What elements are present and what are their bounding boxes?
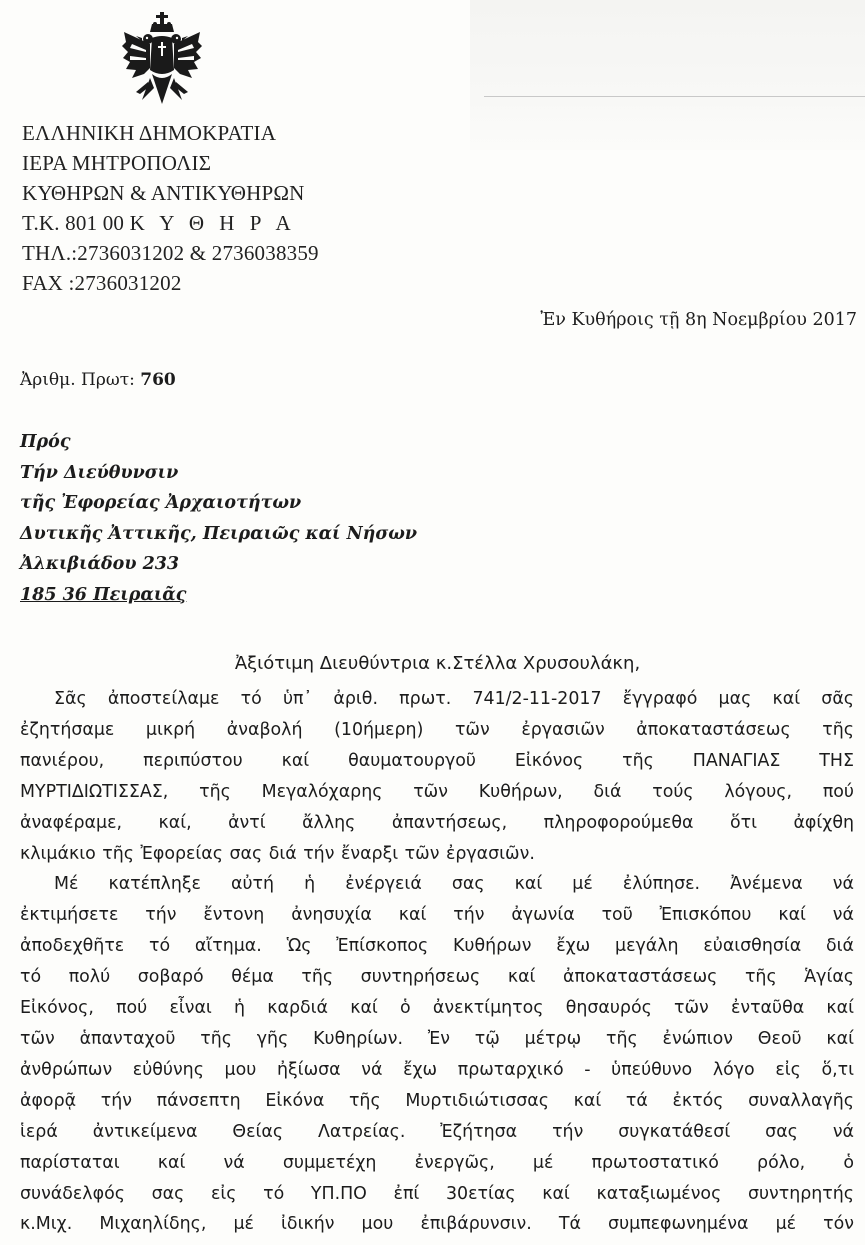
body-line: Μέ κατέπληξε αὐτή ἡ ἐνέργειά σας καί μέ ἐλύπησε. Ἀνέμενα νά xyxy=(54,874,854,895)
recipient-block xyxy=(20,427,417,610)
body-line: κ.Μιχ. Μιχαηλίδης, μέ ἰδικήν μου ἐπιβάρυνσιν. Τά συμπεφωνημένα μέ τόν xyxy=(20,1214,854,1235)
recipient-line-1: Τήν Διεύθυνσιν xyxy=(20,462,179,483)
recipient-to: Πρός xyxy=(20,432,71,452)
letter-date: Ἐν Κυθήροις τῇ 8η Νοεμβρίου 2017 xyxy=(540,310,857,330)
body-line: ἀναφέραμε, καί, ἀντί ἄλλης ἀπαντήσεως, πληροφορούμεθα ὅτι ἀφίχθη xyxy=(20,812,854,833)
recipient-line-4: Ἀλκιβιάδου 233 xyxy=(20,554,180,574)
body-line: κλιμάκιο τῆς Ἐφορείας σας διά τήν ἔναρξι τῶν ἐργασιῶν. xyxy=(20,843,535,864)
body-line: Εἰκόνος, πού εἶναι ἡ καρδιά καί ὁ ἀνεκτίμητος θησαυρός τῶν ἐνταῦθα καί xyxy=(20,998,854,1019)
letterhead-diocese: ΚΥΘΗΡΩΝ & ΑΝΤΙΚΥΘΗΡΩΝ xyxy=(22,181,305,205)
letterhead-city: Κ Υ Θ Η Ρ Α xyxy=(129,211,296,235)
body-line: ἀφορᾷ τήν πάνσεπτη Εἰκόνα τῆς Μυρτιδιώτισσας καί τά ἐκτός συναλλαγῆς xyxy=(20,1090,854,1111)
recipient-line-2: τῆς Ἐφορείας Ἀρχαιοτήτων xyxy=(20,493,302,513)
protocol-label: Ἀριθμ. Πρωτ: xyxy=(20,370,135,390)
body-line: Σᾶς ἀποστείλαμε τό ὑπ᾽ ἀριθ. πρωτ. 741/2-11-2017 ἔγγραφό μας καί σᾶς xyxy=(54,689,854,709)
bleed-through-area xyxy=(470,0,865,150)
body-line: ΜΥΡΤΙΔΙΩΤΙΣΣΑΣ, τῆς Μεγαλόχαρης τῶν Κυθήρων, διά τούς λόγους, πού xyxy=(20,781,854,802)
letterhead-fax: FAX :2736031202 xyxy=(22,271,182,295)
letterhead-country: ΕΛΛΗΝΙΚΗ ΔΗΜΟΚΡΑΤΙΑ xyxy=(22,121,277,145)
body-line: ἐκτιμήσετε τήν ἔντονη ἀνησυχία καί τήν ἀγωνία τοῦ Ἐπισκόπου καί νά xyxy=(20,905,854,926)
body-line: τῶν ἁπανταχοῦ τῆς γῆς Κυθηρίων. Ἐν τῷ μέτρῳ τῆς ἐνώπιον Θεοῦ καί xyxy=(20,1028,854,1049)
double-headed-eagle-icon xyxy=(120,12,204,116)
body-line: ἀποδεχθῆτε τό αἴτημα. Ὡς Ἐπίσκοπος Κυθήρων ἔχω μεγάλη εὐαισθησία διά xyxy=(20,936,854,957)
letterhead-phone: ΤΗΛ.:2736031202 & 2736038359 xyxy=(22,241,319,265)
protocol-number: 760 xyxy=(140,370,176,390)
letterhead-postcode: Τ.Κ. 801 00 xyxy=(22,211,125,235)
body-line: ἀνθρώπων εὐθύνης μου ἠξίωσα νά ἔχω πρωταρχικό - ὑπεύθυνο λόγο εἰς ὅ,τι xyxy=(20,1059,854,1080)
bleed-through-rule xyxy=(484,96,865,97)
letterhead xyxy=(22,118,319,298)
recipient-line-5: 185 36 Πειραιᾶς xyxy=(20,584,187,605)
protocol-number-line xyxy=(20,370,176,390)
body-line: παρίσταται καί νά συμμετέχη ἐνεργῶς, μέ πρωτοστατικό ρόλο, ὁ xyxy=(20,1152,854,1173)
body-line: ἐζητήσαμε μικρή ἀναβολή (10ήμερη) τῶν ἐργασιῶν ἀποκαταστάσεως τῆς xyxy=(20,719,854,740)
letter-body xyxy=(20,684,854,1240)
body-line: τό πολύ σοβαρό θέμα τῆς συντηρήσεως καί ἀποκαταστάσεως τῆς Ἁγίας xyxy=(20,967,854,988)
body-line: πανιέρου, περιπύστου καί θαυματουργοῦ Εἰκόνος τῆς ΠΑΝΑΓΙΑΣ ΤΗΣ xyxy=(20,750,854,771)
body-line: ἱερά ἀντικείμενα Θείας Λατρείας. Ἐζήτησα τήν συγκατάθεσί σας νά xyxy=(20,1121,854,1142)
letterhead-metropolis: ΙΕΡΑ ΜΗΤΡΟΠΟΛΙΣ xyxy=(22,151,212,175)
salutation: Ἀξιότιμη Διευθύντρια κ.Στέλλα Χρυσουλάκη, xyxy=(234,653,641,674)
recipient-line-3: Δυτικῆς Ἀττικῆς, Πειραιῶς καί Νήσων xyxy=(20,523,418,544)
body-line: συνάδελφός σας εἰς τό ΥΠ.ΠΟ ἐπί 30ετίας καί καταξιωμένος συντηρητής xyxy=(20,1183,854,1204)
letterhead-postcode-line xyxy=(22,208,319,238)
